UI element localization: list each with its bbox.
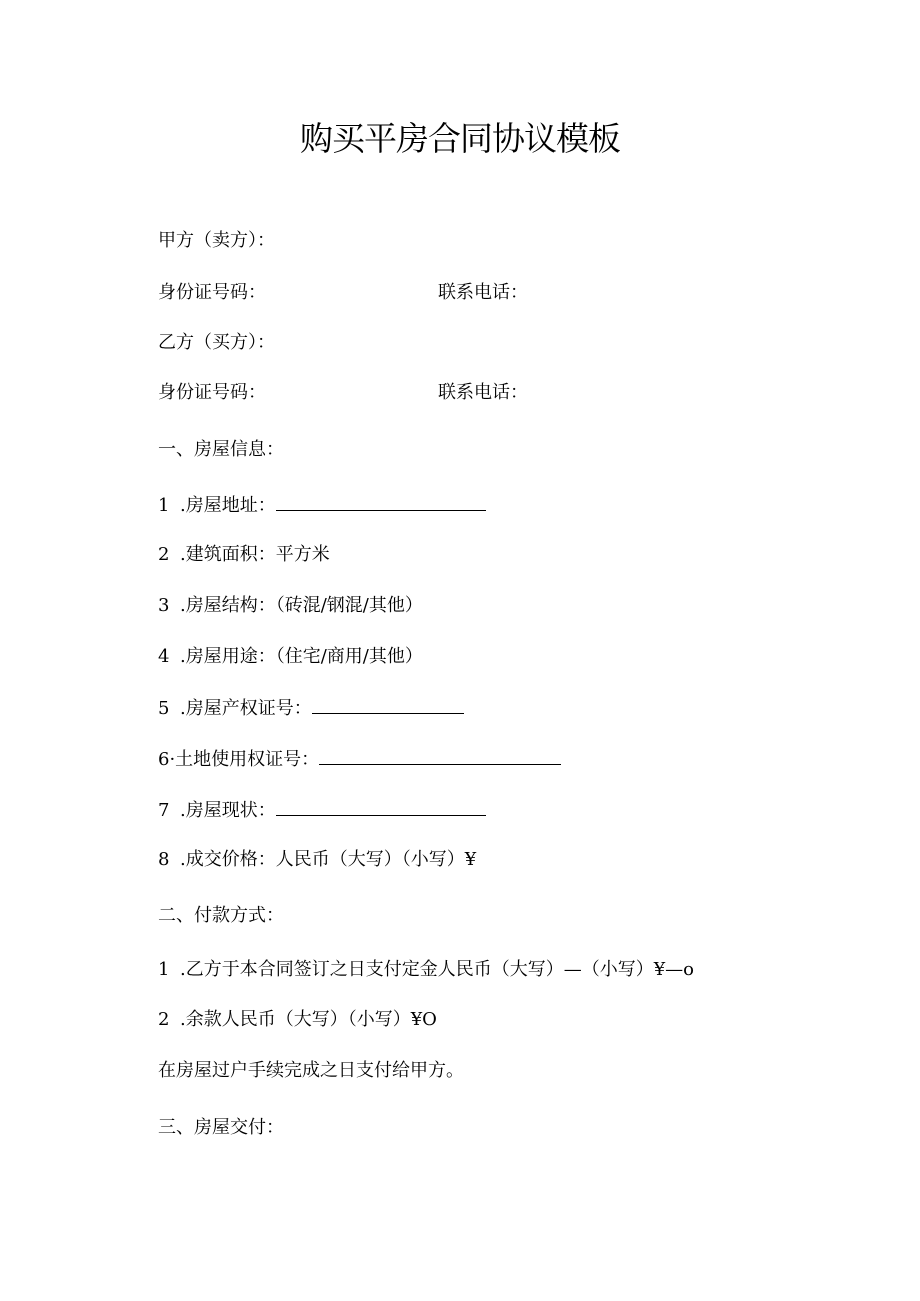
party-b-id-label: 身份证号码： bbox=[158, 382, 266, 403]
land-use-cert-item bbox=[158, 746, 561, 773]
deal-price-item bbox=[158, 847, 476, 873]
house-usage-item bbox=[158, 644, 423, 670]
party-a-label: 甲方（卖方）： bbox=[158, 230, 275, 251]
section2-heading: 二、付款方式： bbox=[158, 905, 284, 926]
deposit-item bbox=[158, 957, 694, 983]
item-text: .房屋结构：（砖混/钢混/其他） bbox=[180, 595, 423, 616]
item-number: 7 bbox=[158, 800, 170, 821]
item-text: .房屋现状： bbox=[180, 800, 276, 821]
item-number: 2 bbox=[158, 1009, 170, 1030]
item-number: 4 bbox=[158, 646, 170, 667]
fill-blank-line bbox=[319, 746, 561, 765]
document-title: 购买平房合同协议模板 bbox=[300, 119, 620, 158]
fill-blank-line bbox=[276, 492, 486, 511]
item-text: .建筑面积：平方米 bbox=[180, 544, 330, 565]
item-text: .乙方于本合同签订之日支付定金人民币（大写）—（小写）¥—o bbox=[180, 959, 695, 980]
item-number: 8 bbox=[158, 849, 170, 870]
item-text: .成交价格：人民币（大写）（小写）¥ bbox=[180, 849, 477, 870]
item-text: .房屋用途：（住宅/商用/其他） bbox=[180, 646, 423, 667]
item-number: 5 bbox=[158, 698, 170, 719]
property-cert-item bbox=[158, 695, 464, 722]
section3-heading: 三、房屋交付： bbox=[158, 1117, 284, 1138]
house-address-item bbox=[158, 492, 486, 519]
item-number: 1 bbox=[158, 495, 170, 516]
party-b-phone-label: 联系电话： bbox=[438, 382, 528, 403]
item-number: 1 bbox=[158, 959, 170, 980]
balance-item bbox=[158, 1007, 437, 1033]
item-text: 6·土地使用权证号： bbox=[158, 749, 320, 770]
item-text: .房屋地址： bbox=[180, 495, 276, 516]
party-a-phone-label: 联系电话： bbox=[438, 282, 528, 303]
fill-blank-line bbox=[312, 695, 464, 714]
building-area-item bbox=[158, 542, 330, 568]
house-structure-item bbox=[158, 593, 423, 619]
payment-note: 在房屋过户手续完成之日支付给甲方。 bbox=[158, 1060, 464, 1081]
item-text: .余款人民币（大写）（小写）¥O bbox=[180, 1009, 437, 1030]
item-number: 3 bbox=[158, 595, 170, 616]
fill-blank-line bbox=[276, 797, 486, 816]
item-text: .房屋产权证号： bbox=[180, 698, 312, 719]
section1-heading: 一、房屋信息： bbox=[158, 439, 284, 460]
party-b-label: 乙方（买方）： bbox=[158, 332, 275, 353]
house-condition-item bbox=[158, 797, 486, 824]
party-a-id-label: 身份证号码： bbox=[158, 282, 266, 303]
item-number: 2 bbox=[158, 544, 170, 565]
